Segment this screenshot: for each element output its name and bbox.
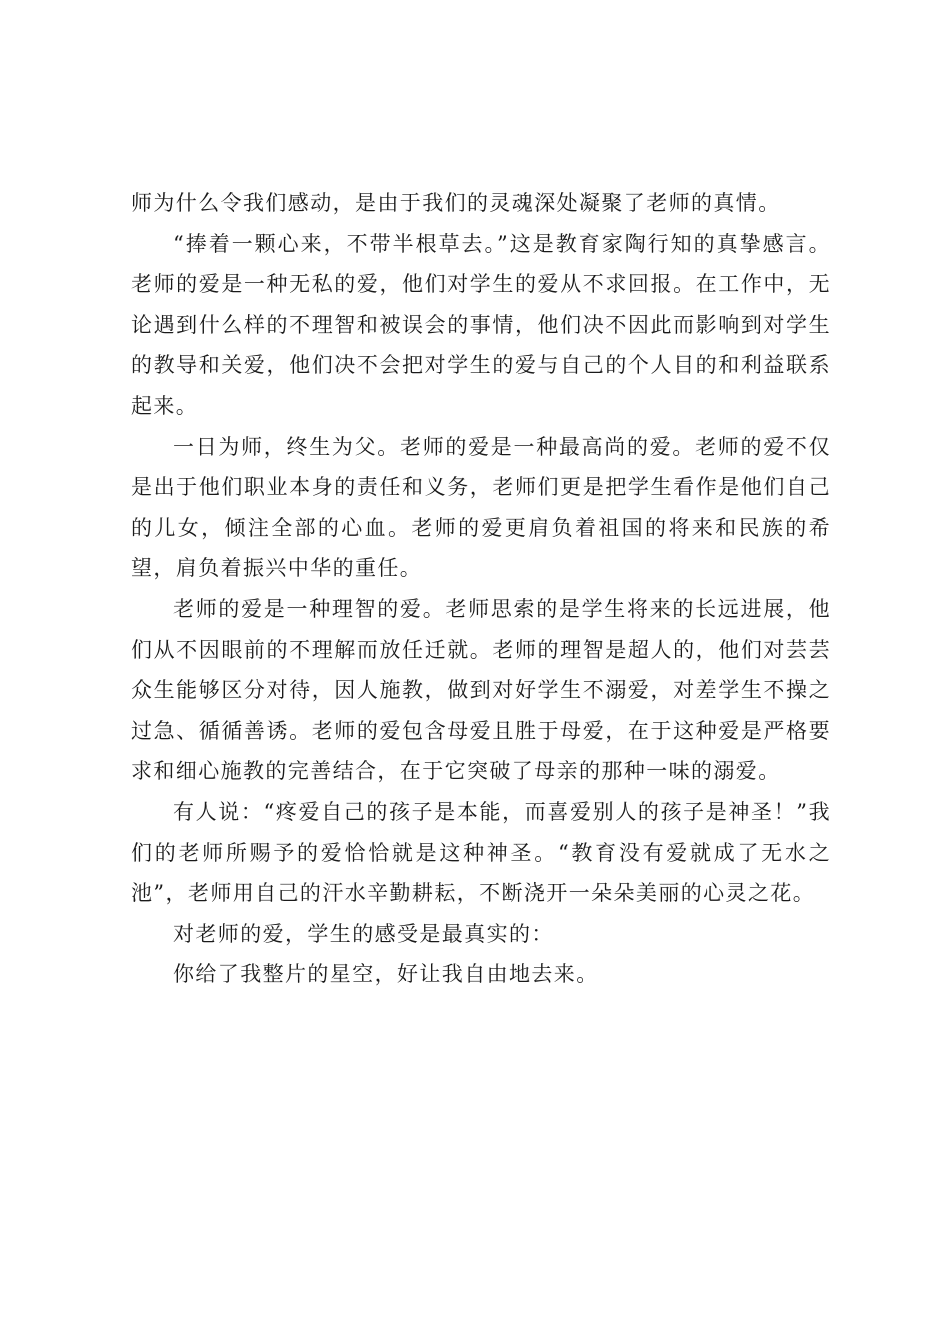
paragraph: 对老师的爱，学生的感受是最真实的：	[173, 921, 554, 946]
paragraph: 老师的爱是一种理智的爱。老师思索的是学生将来的长远进展，他们从不因眼前的不理解而放任迁就。老师的理智是超人的，他们对芸芸众生能够区分对待，因人施教，做到对好学生不溺爱，对差学生不操之过急、循循善诱。老师的爱包含母爱且胜于母爱，在于这种爱是严格要求和细心施教的完善结合，在于它突破了母亲的那种一味的溺爱。	[131, 596, 831, 784]
paragraph-continued: 师为什么令我们感动，是由于我们的灵魂深处凝聚了老师的真情。	[131, 191, 781, 215]
paragraph: “捧着一颗心来，不带半根草去。”这是教育家陶行知的真挚感言。老师的爱是一种无私的爱，他们对学生的爱从不求回报。在工作中，无论遇到什么样的不理智和被误会的事情，他们决不因此而影响到对学生的教导和关爱，他们决不会把对学生的爱与自己的个人目的和利益联系起来。	[131, 231, 831, 418]
paragraph: 一日为师，终生为父。老师的爱是一种最高尚的爱。老师的爱不仅是出于他们职业本身的责任和义务，老师们更是把学生看作是他们自己的儿女，倾注全部的心血。老师的爱更肩负着祖国的将来和民族的希望，肩负着振兴中华的重任。	[131, 434, 831, 581]
paragraph: 有人说：“疼爱自己的孩子是本能，而喜爱别人的孩子是神圣！”我们的老师所赐予的爱恰恰就是这种神圣。“教育没有爱就成了无水之池”，老师用自己的汗水辛勤耕耘，不断浇开一朵朵美丽的心灵之花。	[131, 799, 831, 906]
paragraph: 你给了我整片的星空，好让我自由地去来。	[173, 962, 599, 987]
document-body	[131, 183, 831, 995]
